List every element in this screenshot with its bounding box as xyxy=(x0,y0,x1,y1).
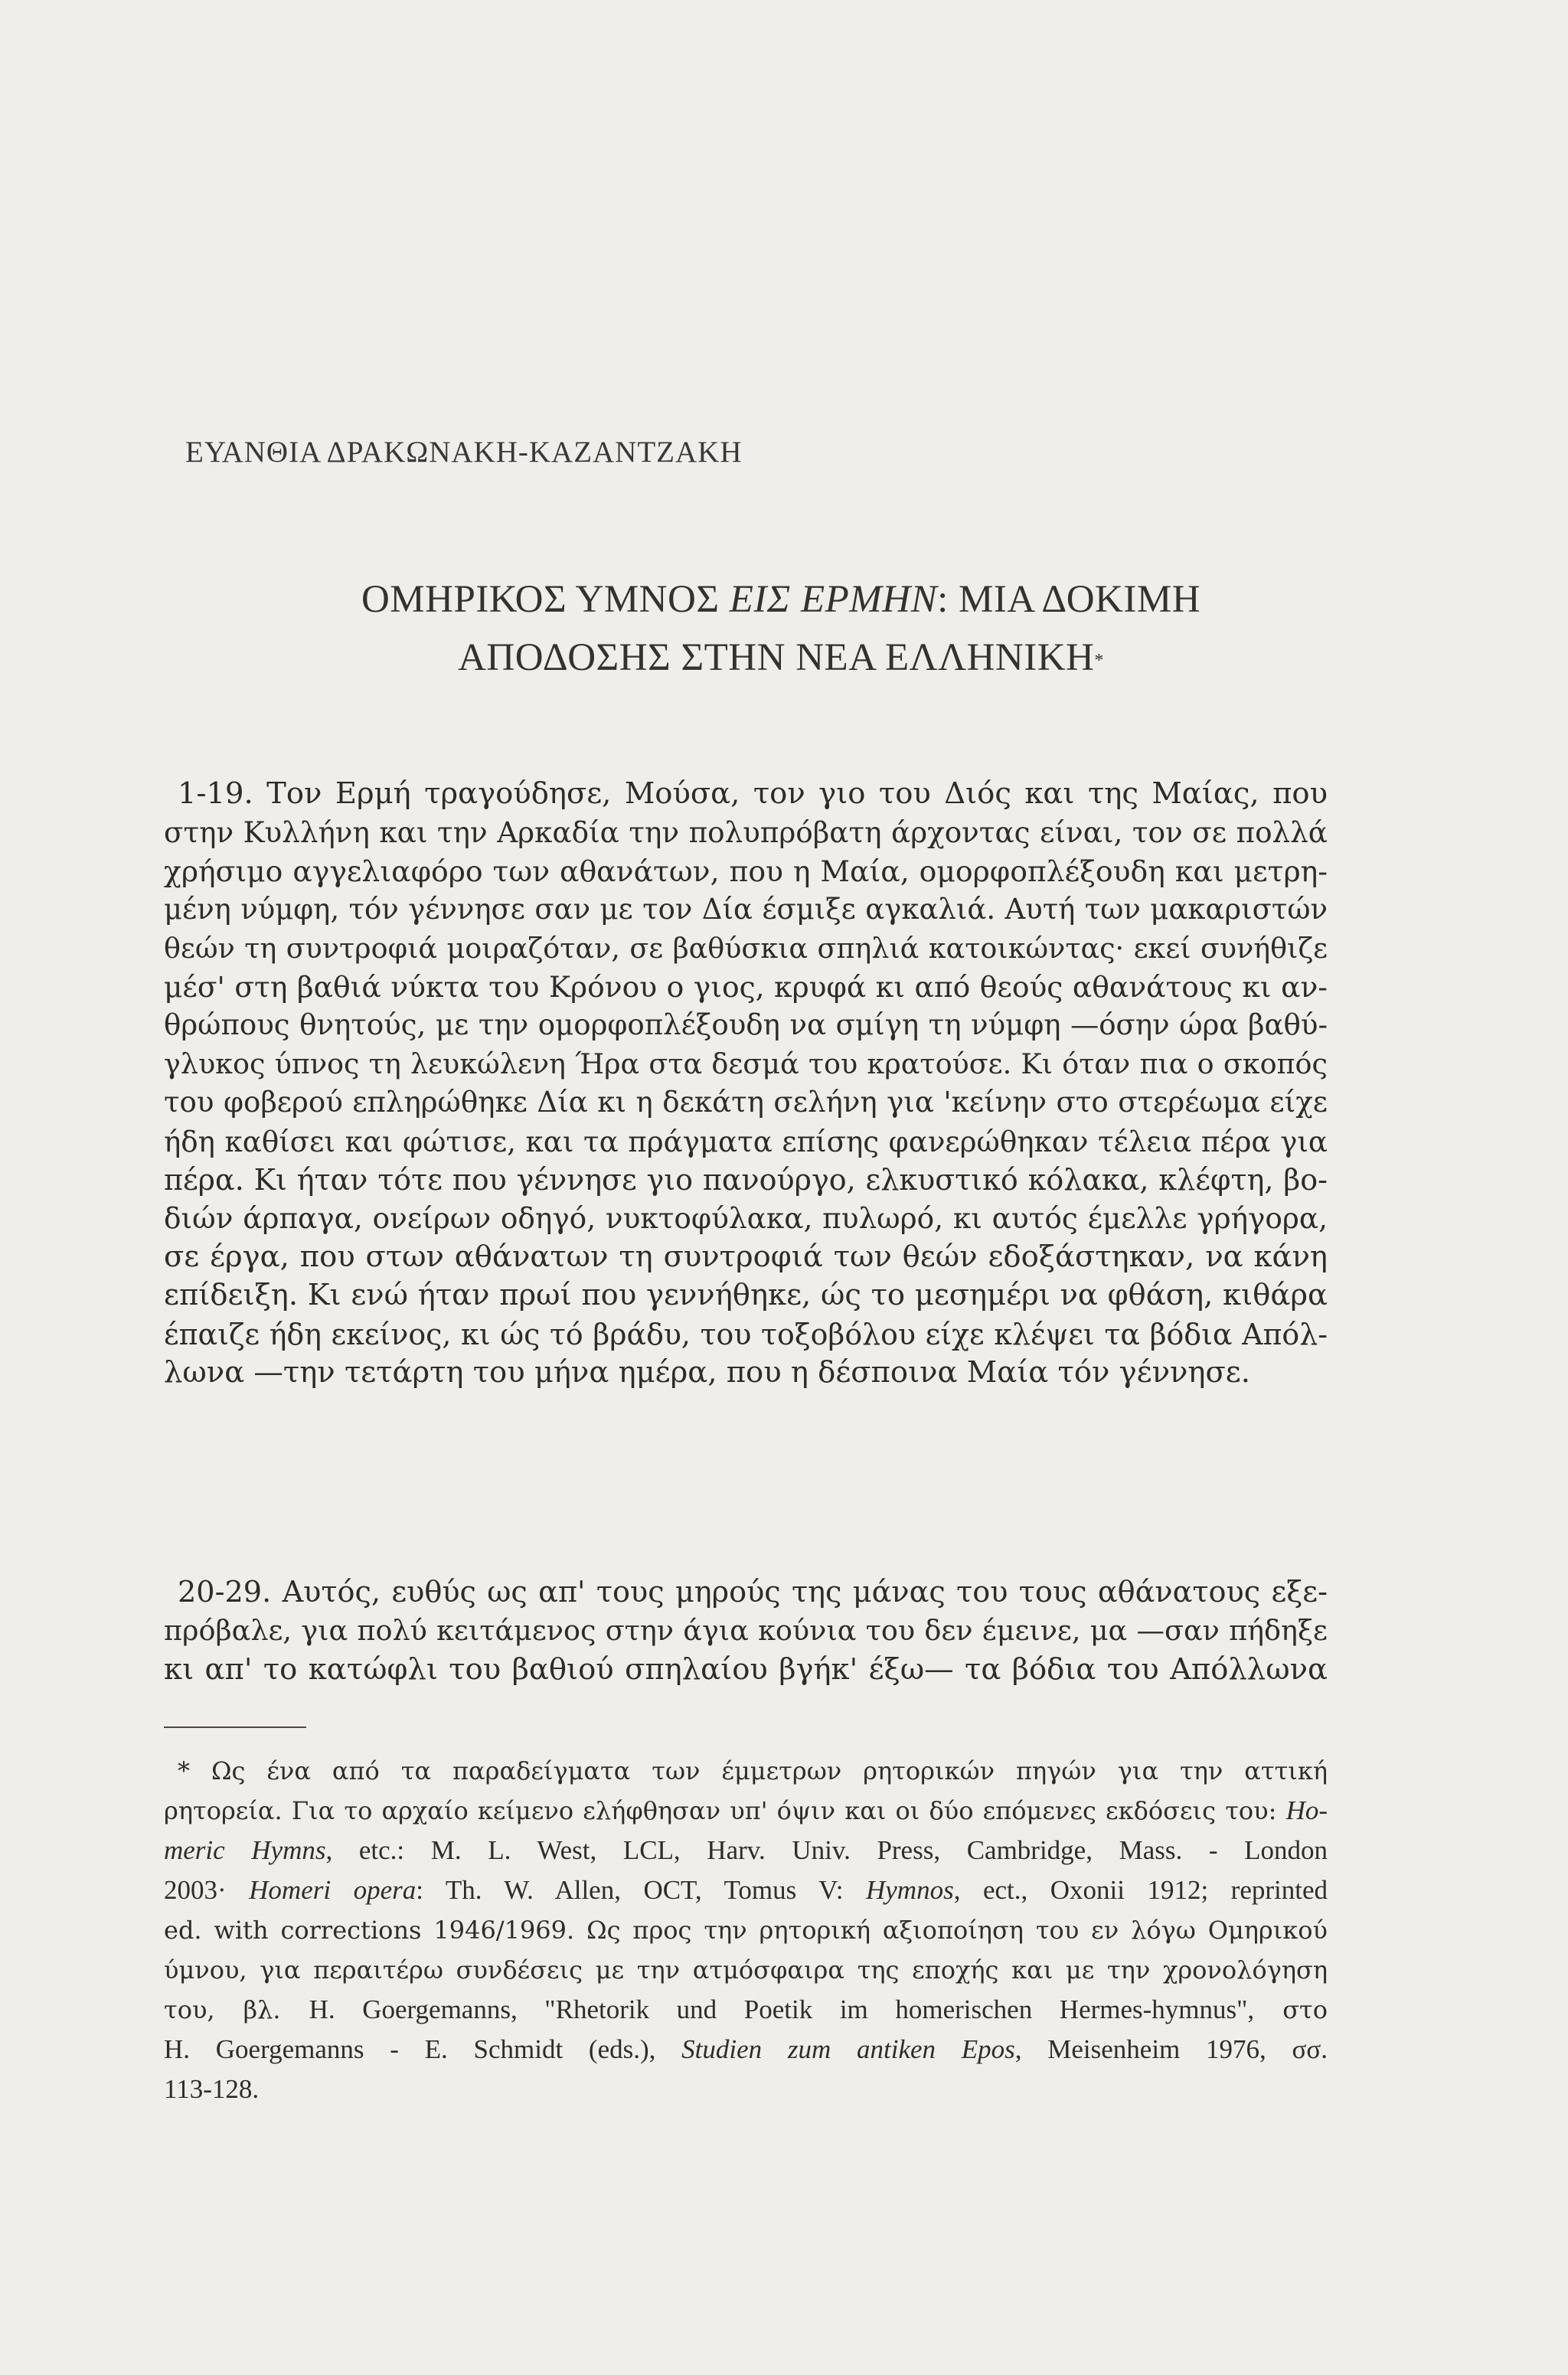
text-line: έπαιζε ήδη εκείνος, κι ώς τό βράδυ, του τοξοβόλου είχε κλέψει τα βόδια Απόλ- xyxy=(164,1317,1328,1351)
title-part: ΑΠΟΔΟΣΗΣ ΣΤΗΝ ΝΕΑ ΕΛΛΗΝΙΚΗ xyxy=(458,636,1095,679)
title-line-2 xyxy=(138,629,1424,687)
text-line: διών άρπαγα, ονείρων οδηγό, νυκτοφύλακα, πυλωρό, κι αυτός έμελλε γρήγορα, xyxy=(164,1201,1328,1236)
text-line: επίδειξη. Κι ενώ ήταν πρωί που γεννήθηκε, ώς το μεσημέρι να φθάση, κιθάρα xyxy=(164,1278,1328,1313)
footnote-italic: Studien zum antiken Epos xyxy=(681,2034,1015,2064)
footnote-line xyxy=(164,1910,1328,1950)
article-title xyxy=(138,570,1424,687)
footnote-line xyxy=(164,2030,1328,2070)
text-line: πρόβαλε, για πολύ κειτάμενος στην άγια κούνια του δεν έμεινε, μα —σαν πήδηξε xyxy=(164,1614,1328,1648)
text-line: κι απ' το κατώφλι του βαθιού σπηλαίου βγήκ' έξω— τα βόδια του Απόλλωνα xyxy=(164,1651,1328,1687)
title-italic-part: ΕΙΣ ΕΡΜΗΝ xyxy=(729,578,938,621)
footnote-text: : Th. W. Allen, OCT, Tomus V: xyxy=(416,1875,866,1905)
text-line: σε έργα, που στων αθάνατων τη συντροφιά των θεών εδοξάστηκαν, να κάνη xyxy=(164,1239,1328,1274)
footnote-separator xyxy=(164,1727,306,1728)
footnote-text: ρητορεία. Για το αρχαίο κείμενο ελήφθησαν υπ' όψιν και οι δύο επόμενες εκδόσεις του: xyxy=(164,1796,1286,1825)
footnote-text: H. Goergemanns, "Rhetorik und Poetik im homerischen Hermes-hymnus", xyxy=(309,1994,1255,2024)
text-line: στην Κυλλήνη και την Αρκαδία την πολυπρόβατη άρχοντας είναι, τον σε πολλά xyxy=(164,815,1328,850)
footnote-line xyxy=(164,1990,1328,2030)
footnote-text: 2003· xyxy=(164,1875,250,1905)
footnote-italic: Ho- xyxy=(1285,1795,1328,1825)
paragraph-1 xyxy=(164,775,1328,1393)
footnote-text: ύμνου, για περαιτέρω συνδέσεις με την ατμόσφαιρα της εποχής και με την χρονολόγηση xyxy=(164,1955,1328,1985)
footnote-line xyxy=(164,1870,1328,1910)
text-line: του φοβερού επληρώθηκε Δία κι η δεκάτη σελήνη για 'κείνην στο στερέωμα είχε xyxy=(164,1086,1328,1119)
text-line: θεών τη συντροφιά μοιραζόταν, σε βαθύσκια σπηλιά κατοικώντας· εκεί συνήθιζε xyxy=(164,931,1328,965)
footnote-italic: meric Hymns xyxy=(164,1835,326,1865)
footnote-line xyxy=(164,2070,1328,2109)
text-line: μέσ' στη βαθιά νύκτα του Κρόνου ο γιος, κρυφά κι από θεούς αθανάτους κι αν- xyxy=(164,970,1328,1005)
footnote-text: στο xyxy=(1254,1995,1328,2024)
footnote-line xyxy=(164,1751,1328,1791)
text-line: πέρα. Κι ήταν τότε που γέννησε γιο πανούργο, ελκυστικό κόλακα, κλέφτη, βο- xyxy=(164,1163,1328,1197)
footnote-italic: Hymnos xyxy=(865,1875,954,1905)
footnote-text: του, βλ. xyxy=(164,1995,309,2024)
title-part: ΟΜΗΡΙΚΟΣ ΥΜΝΟΣ xyxy=(361,578,730,621)
footnote-line xyxy=(164,1791,1328,1831)
footnote-text: * Ως ένα από τα παραδείγματα των έμμετρων ρητορικών πηγών για την αττική xyxy=(178,1756,1328,1785)
text-line: λωνα —την τετάρτη του μήνα ημέρα, που η δέσποινα Μαία τόν γέννησε. xyxy=(164,1355,1250,1390)
footnote-text: ed. with corrections 1946/1969. Ως προς την ρητορική αξιοποίηση του εν λόγω Ομηρικού xyxy=(164,1916,1328,1945)
text-line: μένη νύμφη, τόν γέννησε σαν με τον Δία έσμιξε αγκαλιά. Αυτή των μακαριστών xyxy=(164,893,1328,926)
text-line: θρώπους θνητούς, με την ομορφοπλέξουδη να σμίγη τη νύμφη —όσην ώρα βαθύ- xyxy=(164,1008,1328,1042)
footnote-italic: Homeri opera xyxy=(249,1875,416,1905)
text-line: ήδη καθίσει και φώτισε, και τα πράγματα επίσης φανερώθηκαν τέλεια πέρα για xyxy=(164,1124,1328,1158)
footnote-line xyxy=(164,1831,1328,1870)
footnote-text: , ect., Oxonii 1912; reprinted xyxy=(953,1875,1328,1905)
title-line-1 xyxy=(138,570,1424,629)
title-part: : ΜΙΑ ΔΟΚΙΜΗ xyxy=(937,578,1201,621)
footnote xyxy=(164,1751,1328,2109)
text-line: γλυκος ύπνος τη λευκώλενη Ήρα στα δεσμά του κρατούσε. Κι όταν πια ο σκοπός xyxy=(164,1047,1328,1080)
footnote-marker: * xyxy=(1094,651,1104,671)
text-line: 20-29. Αυτός, ευθύς ως απ' τους μηρούς της μάνας του τους αθάνατους εξε- xyxy=(178,1576,1328,1609)
footnote-line xyxy=(164,1950,1328,1990)
author-name: ΕΥΑΝΘΙΑ ΔΡΑΚΩΝΑΚΗ-ΚΑΖΑΝΤΖΑΚΗ xyxy=(185,436,743,469)
footnote-text: 113-128. xyxy=(164,2074,260,2104)
text-line: 1-19. Τον Ερμή τραγούδησε, Μούσα, τον γιο του Διός και της Μαίας, που xyxy=(178,776,1328,811)
footnote-text: H. Goergemanns - E. Schmidt (eds.), xyxy=(164,2034,682,2064)
footnote-text: , Meisenheim 1976, σσ. xyxy=(1014,2034,1328,2064)
text-line: χρήσιμο αγγελιαφόρο των αθανάτων, που η Μαία, ομορφοπλέξουδη και μετρη- xyxy=(164,854,1328,888)
paragraph-2 xyxy=(164,1573,1328,1689)
footnote-text: , etc.: M. L. West, LCL, Harv. Univ. Press, Cambridge, Mass. - London xyxy=(325,1835,1328,1865)
